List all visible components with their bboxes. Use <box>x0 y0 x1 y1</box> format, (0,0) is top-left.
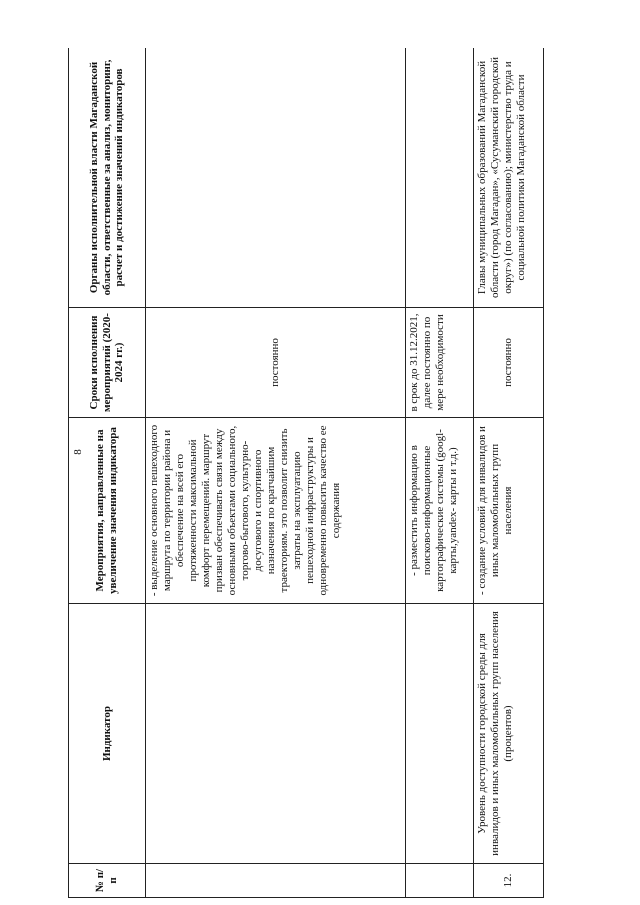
row2-org <box>406 48 474 308</box>
row2-term: в срок до 31.12.2021, далее постоянно по мере необходимости <box>406 308 474 418</box>
header-num: № п/п <box>69 864 146 898</box>
row2-activity: - разместить информацию в поисково-информационные картографические системы (googl-карты,yandex- карты и т.д.) <box>406 418 474 604</box>
row1-term: постоянно <box>146 308 406 418</box>
header-activities: Мероприятия, направленные на увеличение значения индикатора <box>69 418 146 604</box>
row1-org <box>146 48 406 308</box>
row3-num: 12. <box>474 864 544 898</box>
row3-activity: - создание условий для инвалидов и иных маломобильных групп населения <box>474 418 544 604</box>
table-row <box>474 48 544 898</box>
page-number: 8 <box>72 449 84 455</box>
table-row <box>146 48 406 898</box>
row3-term: постоянно <box>474 308 544 418</box>
row1-indicator <box>146 604 406 864</box>
rotated-page <box>68 48 568 898</box>
row3-org: Главы муниципальных образований Магаданской области (город Магадан», «Сусуманский городской округ») (по согласованию); министерство труда и социальной политики Магаданской области <box>474 48 544 308</box>
row1-activity: - выделение основного пешеходного маршрута по территории района и обеспечение на всей его протяженности максимальной комфорт перемещений. маршрут призван обеспечивать связи между основными объектами социального, торгово-бытового, культурно-досугового и спортивного назначения по кратчайшим траекториям. это позволит снизить затраты на эксплуатацию пешеходной инфраструктуры и одновременно повысить качество ее содержания <box>146 418 406 604</box>
table-row <box>406 48 474 898</box>
table-header-row <box>69 48 146 898</box>
rotated-content <box>68 48 568 898</box>
row2-indicator <box>406 604 474 864</box>
header-org: Органы исполнительной власти Магаданской области, ответственные за анализ, мониторинг, расчет и достижение значений индикаторов <box>69 48 146 308</box>
row1-num <box>146 864 406 898</box>
row2-num <box>406 864 474 898</box>
header-indicator: Индикатор <box>69 604 146 864</box>
indicators-table <box>68 48 544 898</box>
row3-indicator: Уровень доступности городской среды для инвалидов и иных маломобильных групп населения (процентов) <box>474 604 544 864</box>
header-term: Сроки исполнения мероприятий (2020-2024 гг.) <box>69 308 146 418</box>
